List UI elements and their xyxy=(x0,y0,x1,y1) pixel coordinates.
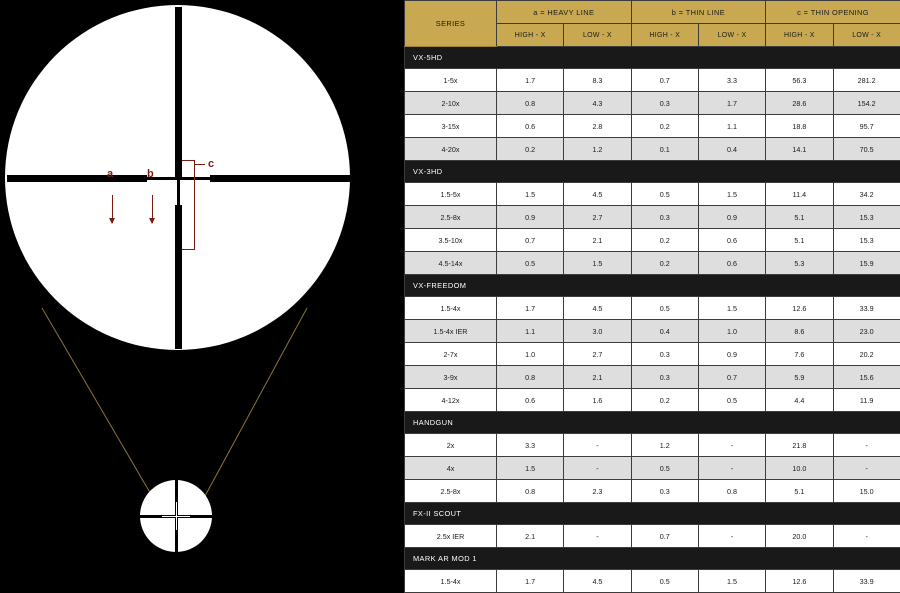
table-cell-series: 4.5-14x xyxy=(405,252,497,275)
header-b-high: HIGH - X xyxy=(631,24,698,47)
table-row xyxy=(405,570,900,593)
table-cell-value: 1.7 xyxy=(698,92,765,115)
table-cell-series: 1.5-4x IER xyxy=(405,320,497,343)
table-cell-value: - xyxy=(698,434,765,457)
table-cell-value: 281.2 xyxy=(833,69,900,92)
table-cell-series: 2.5-8x xyxy=(405,480,497,503)
table-cell-value: 23.0 xyxy=(833,320,900,343)
table-cell-value: 0.7 xyxy=(631,69,698,92)
table-group-row xyxy=(405,548,900,570)
table-cell-value: 0.2 xyxy=(631,115,698,138)
table-cell-series: 2.5x IER xyxy=(405,525,497,548)
reticle-vertical-thin xyxy=(177,165,180,213)
table-cell-value: 70.5 xyxy=(833,138,900,161)
table-cell-value: 3.0 xyxy=(564,320,631,343)
table-cell-value: 0.7 xyxy=(497,229,564,252)
table-cell-value: 0.5 xyxy=(631,457,698,480)
table-cell-value: 2.1 xyxy=(564,366,631,389)
callout-stem-c-icon xyxy=(194,164,205,165)
table-row xyxy=(405,69,900,92)
table-cell-value: 12.6 xyxy=(766,570,833,593)
table-cell-value: 1.0 xyxy=(698,320,765,343)
table-row xyxy=(405,457,900,480)
table-cell-value: 0.1 xyxy=(631,138,698,161)
table-cell-value: 0.3 xyxy=(631,206,698,229)
table-cell-value: 1.1 xyxy=(698,115,765,138)
table-cell-series: 3-15x xyxy=(405,115,497,138)
callout-arrow-a-icon xyxy=(112,195,113,223)
table-cell-value: 34.2 xyxy=(833,183,900,206)
callout-label-b: b xyxy=(147,168,154,180)
table-cell-value: 0.8 xyxy=(497,480,564,503)
table-row xyxy=(405,343,900,366)
specs-table-container xyxy=(404,0,900,585)
table-row xyxy=(405,138,900,161)
table-cell-value: 15.0 xyxy=(833,480,900,503)
header-group-a: a = HEAVY LINE xyxy=(497,1,632,24)
table-cell-value: 4.5 xyxy=(564,183,631,206)
scope-actual-size-view xyxy=(140,480,212,552)
small-reticle-horizontal-gap xyxy=(162,516,190,517)
table-cell-value: 2.8 xyxy=(564,115,631,138)
table-cell-series: 4-12x xyxy=(405,389,497,412)
header-c-low: LOW - X xyxy=(833,24,900,47)
table-cell-value: 1.0 xyxy=(497,343,564,366)
table-cell-value: 5.3 xyxy=(766,252,833,275)
table-cell-value: 1.7 xyxy=(497,297,564,320)
table-cell-value: 1.7 xyxy=(497,69,564,92)
table-cell-value: 15.6 xyxy=(833,366,900,389)
table-cell-value: 0.6 xyxy=(497,115,564,138)
table-cell-value: - xyxy=(564,525,631,548)
table-group-row xyxy=(405,412,900,434)
table-cell-value: 4.3 xyxy=(564,92,631,115)
table-cell-value: 0.3 xyxy=(631,480,698,503)
table-cell-value: 2.7 xyxy=(564,206,631,229)
table-cell-value: - xyxy=(564,457,631,480)
reticle-horizontal-right-heavy xyxy=(210,175,350,182)
table-cell-value: 1.2 xyxy=(631,434,698,457)
table-cell-value: 21.8 xyxy=(766,434,833,457)
table-cell-value: 8.3 xyxy=(564,69,631,92)
table-group-title: HANDGUN xyxy=(405,412,900,434)
table-cell-value: 0.8 xyxy=(698,480,765,503)
table-cell-value: 15.9 xyxy=(833,252,900,275)
table-cell-value: - xyxy=(698,457,765,480)
header-group-c: c = THIN OPENING xyxy=(766,1,900,24)
table-cell-value: - xyxy=(833,525,900,548)
reticle-diagram xyxy=(0,0,395,592)
table-cell-series: 2-10x xyxy=(405,92,497,115)
reticle-vertical-upper-heavy xyxy=(175,7,182,177)
callout-label-a: a xyxy=(107,168,113,180)
table-row xyxy=(405,480,900,503)
table-cell-value: 0.8 xyxy=(497,92,564,115)
table-cell-value: 0.3 xyxy=(631,92,698,115)
specs-table-body xyxy=(405,47,900,593)
table-cell-value: - xyxy=(564,434,631,457)
table-cell-value: 0.5 xyxy=(497,252,564,275)
table-cell-value: 0.3 xyxy=(631,366,698,389)
table-row xyxy=(405,434,900,457)
table-group-title: MARK AR MOD 1 xyxy=(405,548,900,570)
table-cell-value: 0.8 xyxy=(497,366,564,389)
table-cell-value: 33.9 xyxy=(833,297,900,320)
table-cell-series: 4x xyxy=(405,457,497,480)
table-cell-value: 15.3 xyxy=(833,206,900,229)
header-group-b: b = THIN LINE xyxy=(631,1,766,24)
table-cell-value: 18.8 xyxy=(766,115,833,138)
table-cell-value: 0.9 xyxy=(698,343,765,366)
reticle-horizontal-left-heavy xyxy=(7,175,147,182)
table-group-title: VX-3HD xyxy=(405,161,900,183)
table-cell-value: 1.5 xyxy=(497,183,564,206)
table-cell-value: 0.4 xyxy=(698,138,765,161)
table-cell-value: 8.6 xyxy=(766,320,833,343)
table-cell-value: 20.0 xyxy=(766,525,833,548)
table-cell-value: 4.5 xyxy=(564,297,631,320)
table-cell-value: 0.9 xyxy=(698,206,765,229)
table-cell-value: 33.9 xyxy=(833,570,900,593)
table-cell-value: 1.5 xyxy=(698,183,765,206)
table-row xyxy=(405,206,900,229)
table-cell-value: 0.7 xyxy=(698,366,765,389)
callout-bracket-c-icon xyxy=(182,160,195,250)
table-cell-value: 4.5 xyxy=(564,570,631,593)
table-cell-value: 3.3 xyxy=(497,434,564,457)
table-cell-value: 1.6 xyxy=(564,389,631,412)
table-group-row xyxy=(405,503,900,525)
table-cell-value: 12.6 xyxy=(766,297,833,320)
table-cell-value: 1.5 xyxy=(698,297,765,320)
table-cell-value: 2.7 xyxy=(564,343,631,366)
table-cell-series: 1.5-4x xyxy=(405,570,497,593)
table-cell-value: 1.5 xyxy=(698,570,765,593)
table-cell-series: 2x xyxy=(405,434,497,457)
table-row xyxy=(405,366,900,389)
table-cell-series: 2-7x xyxy=(405,343,497,366)
table-group-row xyxy=(405,47,900,69)
table-cell-series: 2.5-8x xyxy=(405,206,497,229)
table-cell-value: 0.2 xyxy=(631,229,698,252)
table-cell-value: - xyxy=(698,525,765,548)
table-cell-value: 28.6 xyxy=(766,92,833,115)
table-cell-value: 0.5 xyxy=(631,297,698,320)
table-cell-value: 0.5 xyxy=(631,570,698,593)
table-cell-value: 0.7 xyxy=(631,525,698,548)
table-cell-value: 11.9 xyxy=(833,389,900,412)
table-cell-value: 14.1 xyxy=(766,138,833,161)
table-cell-value: 1.5 xyxy=(497,457,564,480)
table-row xyxy=(405,115,900,138)
table-cell-value: 154.2 xyxy=(833,92,900,115)
table-cell-value: 0.6 xyxy=(698,229,765,252)
table-cell-value: 0.6 xyxy=(698,252,765,275)
table-cell-value: 1.2 xyxy=(564,138,631,161)
table-cell-value: 0.5 xyxy=(698,389,765,412)
table-cell-series: 4-20x xyxy=(405,138,497,161)
table-cell-value: 0.6 xyxy=(497,389,564,412)
table-cell-value: 5.1 xyxy=(766,229,833,252)
table-group-title: VX-5HD xyxy=(405,47,900,69)
table-cell-series: 3-9x xyxy=(405,366,497,389)
table-cell-value: 1.7 xyxy=(497,570,564,593)
table-cell-value: 5.9 xyxy=(766,366,833,389)
table-row xyxy=(405,183,900,206)
table-cell-value: 2.3 xyxy=(564,480,631,503)
table-cell-value: 95.7 xyxy=(833,115,900,138)
header-a-high: HIGH - X xyxy=(497,24,564,47)
table-cell-value: 5.1 xyxy=(766,480,833,503)
table-row xyxy=(405,252,900,275)
table-cell-value: 5.1 xyxy=(766,206,833,229)
table-cell-value: 56.3 xyxy=(766,69,833,92)
table-group-row xyxy=(405,161,900,183)
table-cell-value: 0.3 xyxy=(631,343,698,366)
header-series: SERIES xyxy=(405,1,497,47)
callout-arrow-b-icon xyxy=(152,195,153,223)
table-cell-value: 0.2 xyxy=(631,252,698,275)
specs-table xyxy=(404,0,900,593)
table-cell-value: 20.2 xyxy=(833,343,900,366)
table-cell-series: 1.5-4x xyxy=(405,297,497,320)
table-cell-value: 0.2 xyxy=(497,138,564,161)
table-group-row xyxy=(405,275,900,297)
table-cell-value: 2.1 xyxy=(564,229,631,252)
table-cell-value: 1.1 xyxy=(497,320,564,343)
table-cell-series: 1.5-5x xyxy=(405,183,497,206)
table-row xyxy=(405,320,900,343)
table-cell-value: 15.3 xyxy=(833,229,900,252)
table-cell-value: 3.3 xyxy=(698,69,765,92)
table-cell-value: 2.1 xyxy=(497,525,564,548)
table-cell-value: 0.4 xyxy=(631,320,698,343)
table-cell-value: 1.5 xyxy=(564,252,631,275)
table-group-title: VX-FREEDOM xyxy=(405,275,900,297)
header-b-low: LOW - X xyxy=(698,24,765,47)
header-a-low: LOW - X xyxy=(564,24,631,47)
table-cell-series: 1-5x xyxy=(405,69,497,92)
table-cell-value: 0.9 xyxy=(497,206,564,229)
table-row xyxy=(405,229,900,252)
table-cell-value: 11.4 xyxy=(766,183,833,206)
table-cell-value: 7.6 xyxy=(766,343,833,366)
table-cell-series: 3.5-10x xyxy=(405,229,497,252)
table-cell-value: 4.4 xyxy=(766,389,833,412)
table-cell-value: 10.0 xyxy=(766,457,833,480)
table-row xyxy=(405,297,900,320)
table-header-top xyxy=(405,1,900,24)
header-c-high: HIGH - X xyxy=(766,24,833,47)
reticle-horizontal-thin xyxy=(145,177,215,180)
table-row xyxy=(405,389,900,412)
table-cell-value: - xyxy=(833,434,900,457)
table-cell-value: 0.2 xyxy=(631,389,698,412)
table-cell-value: 0.5 xyxy=(631,183,698,206)
table-group-title: FX-II SCOUT xyxy=(405,503,900,525)
table-row xyxy=(405,92,900,115)
table-row xyxy=(405,525,900,548)
table-cell-value: - xyxy=(833,457,900,480)
callout-label-c: c xyxy=(208,158,214,170)
